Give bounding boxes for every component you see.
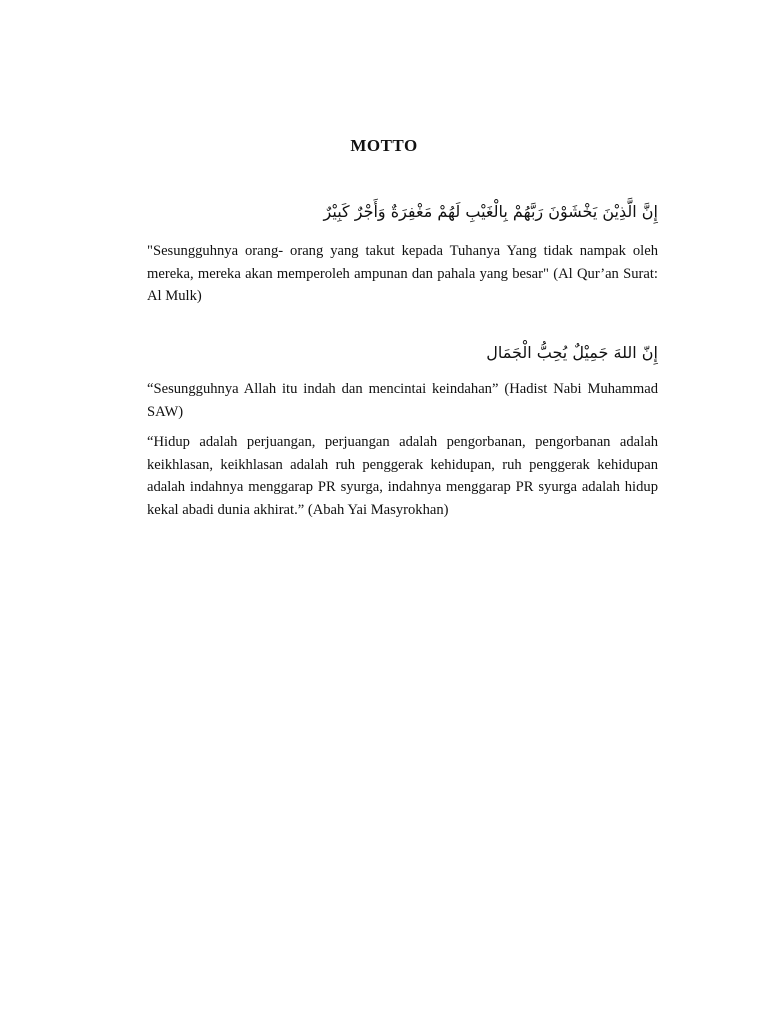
quote-abah-yai: “Hidup adalah perjuangan, perjuangan adalah pengorbanan, pengorbanan adalah keikhlasan, keikhlasan adalah ruh penggerak kehidupan, ruh penggerak kehidupan adalah indahnya menggarap PR syurga, indahnya menggarap PR syurga adalah hidup kekal abadi dunia akhirat.” (Abah Yai Masyrokhan) bbox=[147, 434, 658, 518]
quote-quran-translation: "Sesungguhnya orang- orang yang takut kepada Tuhanya Yang tidak nampak oleh mereka, mereka akan memperoleh ampunan dan pahala yang besar" (Al Qur’an Surat: Al Mulk) bbox=[147, 243, 658, 304]
quote-hadith-translation: “Sesungguhnya Allah itu indah dan mencintai keindahan” (Hadist Nabi Muhammad SAW) bbox=[147, 381, 658, 420]
arabic-verse-hadith: إِنّ اللهَ جَمِيْلٌ يُحِبُّ الْجَمَال bbox=[486, 343, 658, 362]
page-title: MOTTO bbox=[350, 136, 418, 155]
arabic-verse-quran: إِنَّ الَّذِيْنَ يَخْشَوْنَ رَبَّهُمْ بِالْغَيْبِ لَهُمْ مَغْفِرَةٌ وَأَجْرٌ كَبِيْرٌ bbox=[323, 202, 658, 221]
